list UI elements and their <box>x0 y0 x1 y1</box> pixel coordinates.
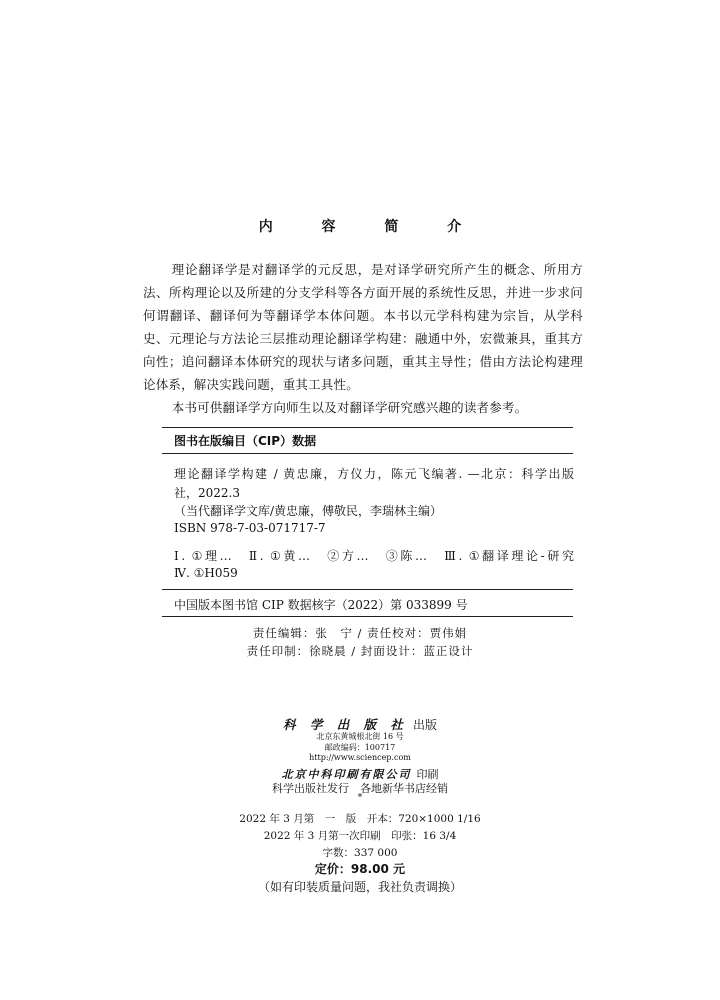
printer-name: 北京中科印刷有限公司 <box>281 768 412 781</box>
publisher-postcode: 邮政编码：100717 <box>324 743 396 752</box>
cip-isbn: ISBN 978-7-03-071717-7 <box>174 521 326 535</box>
intro-title: 内 容 简 介 <box>258 219 484 235</box>
intro-body <box>143 258 583 419</box>
cip-heading: 图书在版编目（CIP）数据 <box>174 434 317 448</box>
cip-top-rule <box>162 427 573 428</box>
publisher-address: 北京东黄城根北街 16 号 <box>316 732 404 741</box>
price-line: 定价：98.00 元 <box>314 862 406 876</box>
cip-mid-rule <box>162 589 573 590</box>
intro-paragraph: 理论翻译学是对翻译学的元反思，是对译学研究所产生的概念、所用方法、所构理论以及所建的分支学科等各方面开展的系统性反思，并进一步求问何谓翻译、翻译何为等翻译学本体问题。本书以元学科构建为宗旨，从学科史、元理论与方法论三层推动理论翻译学构建：融通中外，宏微兼具，重其方向性；追问翻译本体研究的现状与诸多问题，重其主导性；借由方法论构建理论体系，解决实践问题，重其工具性。 <box>143 262 583 392</box>
cip-title-line-cont: 社，2022.3 <box>174 486 240 500</box>
publisher-name: 科 学 出 版 社 <box>282 717 408 732</box>
distribution-line: 科学出版社发行 各地新华书店经销 <box>272 782 448 795</box>
cip-series-line: （当代翻译学文库/黄忠廉，傅敬民，李瑞林主编） <box>174 504 443 518</box>
printing-line: 2022 年 3 月第一次印刷 印张：16 3/4 <box>263 830 457 842</box>
credits-production: 责任印制：徐晓晨 / 封面设计：蓝正设计 <box>246 644 474 658</box>
edition-line: 2022 年 3 月第 一 版 开本：720×1000 1/16 <box>239 813 481 825</box>
intro-paragraph-audience: 本书可供翻译学方向师生以及对翻译学研究感兴趣的读者参考。 <box>171 400 528 415</box>
printer-action: 印刷 <box>416 768 439 781</box>
cip-heading-rule <box>162 453 573 454</box>
cip-number: 中国版本图书馆 CIP 数据核字（2022）第 033899 号 <box>174 598 468 612</box>
credits-editors: 责任编辑：张 宁 / 责任校对：贾伟娟 <box>252 626 468 640</box>
separator-star: * <box>357 793 363 803</box>
wordcount-line: 字数：337 000 <box>322 847 398 859</box>
quality-notice: （如有印装质量问题，我社负责调换） <box>257 880 462 894</box>
cip-title-line: 理论翻译学构建 / 黄忠廉，方仪力，陈元飞编著. —北京：科学出版 <box>174 467 574 481</box>
cip-bottom-rule <box>162 616 573 617</box>
publisher-url: http://www.sciencep.com <box>309 753 411 762</box>
cip-classification: Ⅰ. ①理… Ⅱ. ①黄… ②方… ③陈… Ⅲ. ①翻译理论-研究 <box>174 549 574 563</box>
cip-classification-cont: Ⅳ. ①H059 <box>174 566 238 580</box>
publisher-action: 出版 <box>413 718 438 732</box>
